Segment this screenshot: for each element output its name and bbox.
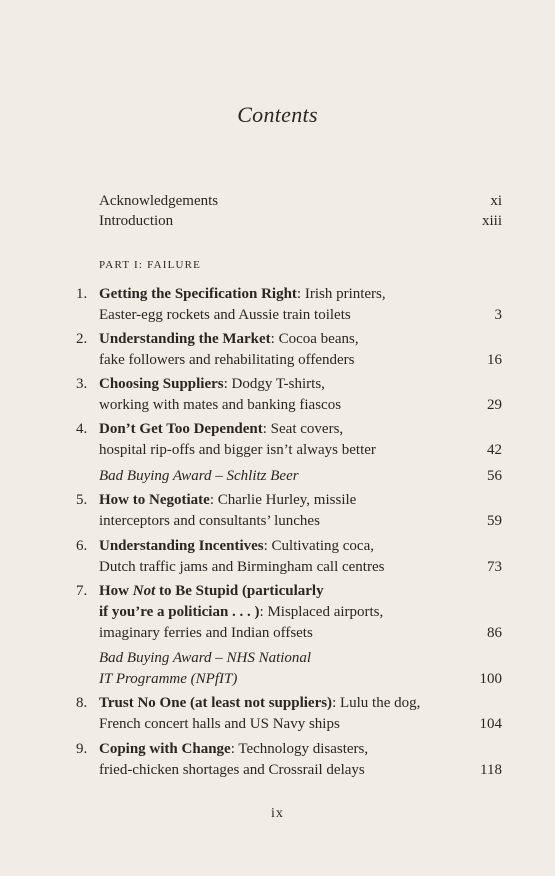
chapter-number: 3. [76, 376, 88, 392]
chapter-title: Trust No One (at least not suppliers) [99, 695, 333, 711]
chapter-number: 8. [76, 695, 88, 711]
chapter-title: How to Negotiate [99, 492, 210, 508]
chapter-subtitle: working with mates and banking fiascos [99, 397, 342, 413]
chapter-subtitle: fried-chicken shortages and Crossrail delays [99, 762, 365, 778]
chapter-subtitle: imaginary ferries and Indian offsets [99, 625, 313, 641]
chapter-subtitle: : Dodgy T-shirts, [223, 376, 325, 392]
chapter-number: 9. [76, 741, 88, 757]
chapter-subtitle: Easter-egg rockets and Aussie train toilets [99, 307, 351, 323]
chapter-subtitle: : Charlie Hurley, missile [209, 492, 357, 508]
chapter-subtitle: Dutch traffic jams and Birmingham call centres [99, 559, 385, 575]
chapter-title: Choosing Suppliers [99, 376, 224, 392]
chapter-title: Understanding the Market [99, 331, 271, 347]
chapter-title: Coping with Change [99, 741, 231, 757]
toc-page-number: 86 [487, 625, 502, 641]
chapter-title-emphasis: Not [132, 583, 156, 599]
part-heading: PART I: FAILURE [99, 259, 202, 271]
chapter-number: 5. [76, 492, 88, 508]
chapter-title-part: to Be Stupid (particularly [155, 583, 324, 599]
toc-page-number: 16 [487, 352, 502, 368]
toc-page-number: 73 [487, 559, 502, 575]
page-title: Contents [237, 102, 318, 127]
chapter-number: 6. [76, 538, 88, 554]
chapter-number: 1. [76, 286, 88, 302]
toc-page-number: 42 [487, 442, 502, 458]
chapter-subtitle: : Irish printers, [296, 286, 386, 302]
award-title: IT Programme (NPfIT) [99, 671, 238, 687]
award-title: Bad Buying Award – Schlitz Beer [99, 468, 299, 484]
toc-page-number: 104 [479, 716, 502, 732]
toc-entry-text: Acknowledgements [99, 193, 219, 209]
chapter-title: Don’t Get Too Dependent [99, 421, 263, 437]
chapter-subtitle: : Misplaced airports, [259, 604, 384, 620]
award-title: Bad Buying Award – NHS National [99, 650, 312, 666]
chapter-subtitle: : Seat covers, [262, 421, 344, 437]
chapter-subtitle: fake followers and rehabilitating offenders [99, 352, 355, 368]
chapter-title: Understanding Incentives [99, 538, 264, 554]
chapter-subtitle: French concert halls and US Navy ships [99, 716, 340, 732]
toc-page-number: 118 [480, 762, 502, 778]
chapter-title: Getting the Specification Right [99, 286, 297, 302]
toc-page-number: 59 [487, 513, 502, 529]
toc-page-number: xi [490, 193, 502, 209]
toc-page-number: xiii [481, 213, 502, 229]
toc-page-number: 3 [494, 307, 502, 323]
chapter-number: 2. [76, 331, 88, 347]
toc-page-number: 100 [479, 671, 502, 687]
chapter-subtitle: : Technology disasters, [230, 741, 369, 757]
toc-entry-text: Introduction [99, 213, 174, 229]
chapter-subtitle: hospital rip-offs and bigger isn’t always better [99, 442, 376, 458]
chapter-subtitle: : Cocoa beans, [270, 331, 359, 347]
page-folio: ix [271, 806, 284, 821]
chapter-number: 4. [76, 421, 88, 437]
toc-page-number: 29 [487, 397, 502, 413]
toc-page-number: 56 [487, 468, 502, 484]
chapter-title-part: if you’re a politician . . . ) [99, 604, 260, 620]
chapter-subtitle: : Lulu the dog, [332, 695, 421, 711]
chapter-number: 7. [76, 583, 88, 599]
chapter-subtitle: interceptors and consultants’ lunches [99, 513, 320, 529]
chapter-title-part: How [99, 583, 133, 599]
chapter-subtitle: : Cultivating coca, [263, 538, 374, 554]
